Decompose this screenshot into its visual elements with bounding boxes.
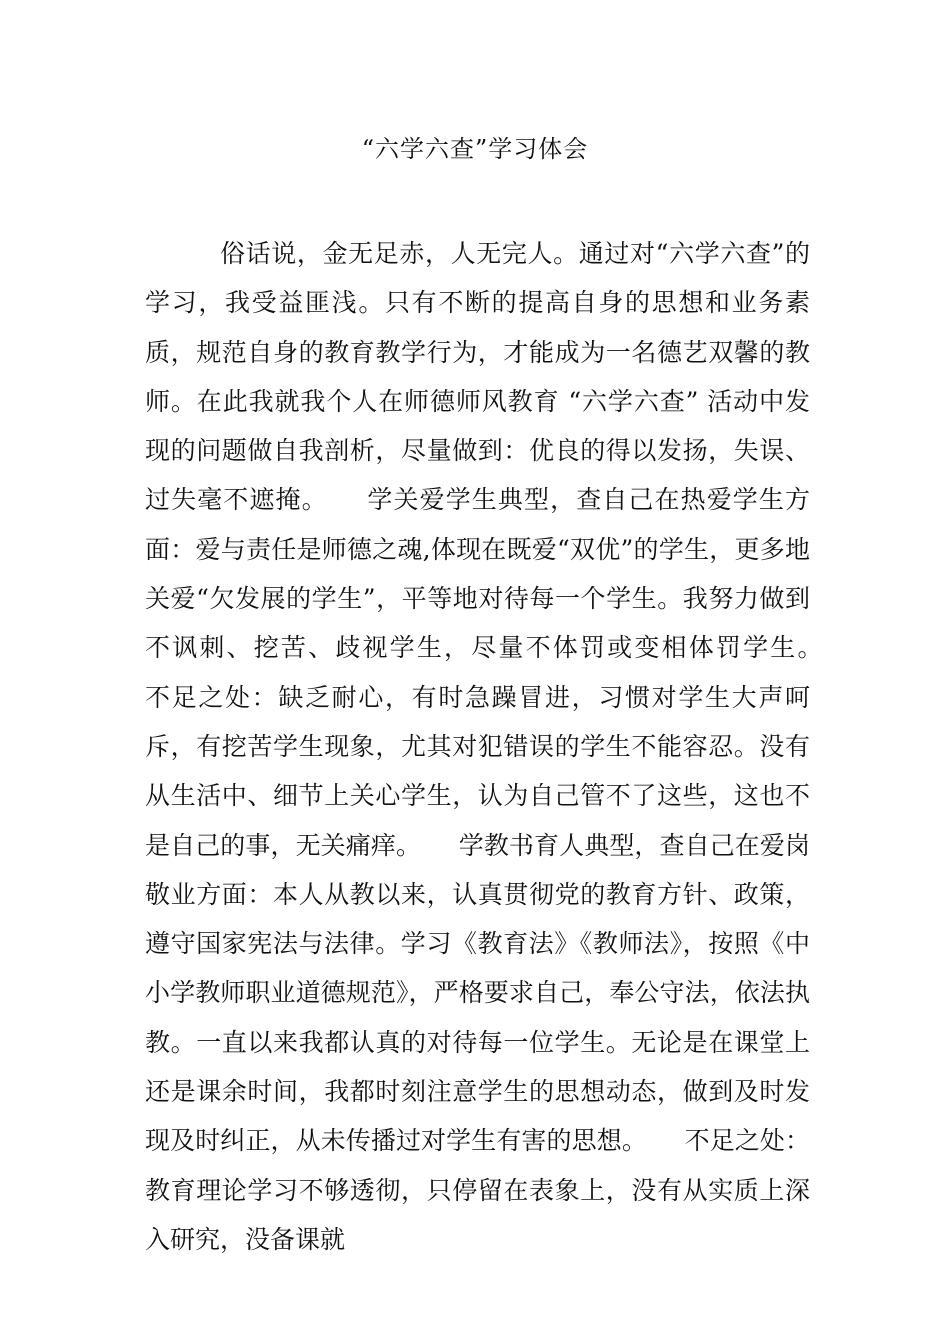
body-paragraph: 俗话说，金无足赤，人无完人。通过对“六学六查”的学习，我受益匪浅。只有不断的提高自身的思想和业务素质，规范自身的教育教学行为，才能成为一名德艺双馨的教师。在此我就我个人在师德师风教育 “六学六查” 活动中发现的问题做自我剖析，尽量做到：优良的得以发扬，失误、过失毫不遮掩。 学关爱学生典型，查自己在热爱学生方面：爱与责任是师德之魂,体现在既爱“双优”的学生，更多地关爱“欠发展的学生”，平等地对待每一个学生。我努力做到不讽刺、挖苦、歧视学生，尽量不体罚或变相体罚学生。 不足之处：缺乏耐心，有时急躁冒进，习惯对学生大声呵斥，有挖苦学生现象，尤其对犯错误的学生不能容忍。没有从生活中、细节上关心学生，认为自己管不了这些，这也不是自己的事，无关痛痒。 学教书育人典型，查自己在爱岗敬业方面：本人从教以来，认真贯彻党的教育方针、政策，遵守国家宪法与法律。学习《教育法》《教师法》，按照《中小学教师职业道德规范》，严格要求自己，奉公守法，依法执教。一直以来我都认真的对待每一位学生。无论是在课堂上还是课余时间，我都时刻注意学生的思想动态，做到及时发现及时纠正，从未传播过对学生有害的思想。 不足之处：教育理论学习不够透彻，只停留在表象上，没有从实质上深入研究，没备课就	[145, 239, 861, 1254]
document-title: “六学六查”学习体会	[361, 135, 589, 163]
